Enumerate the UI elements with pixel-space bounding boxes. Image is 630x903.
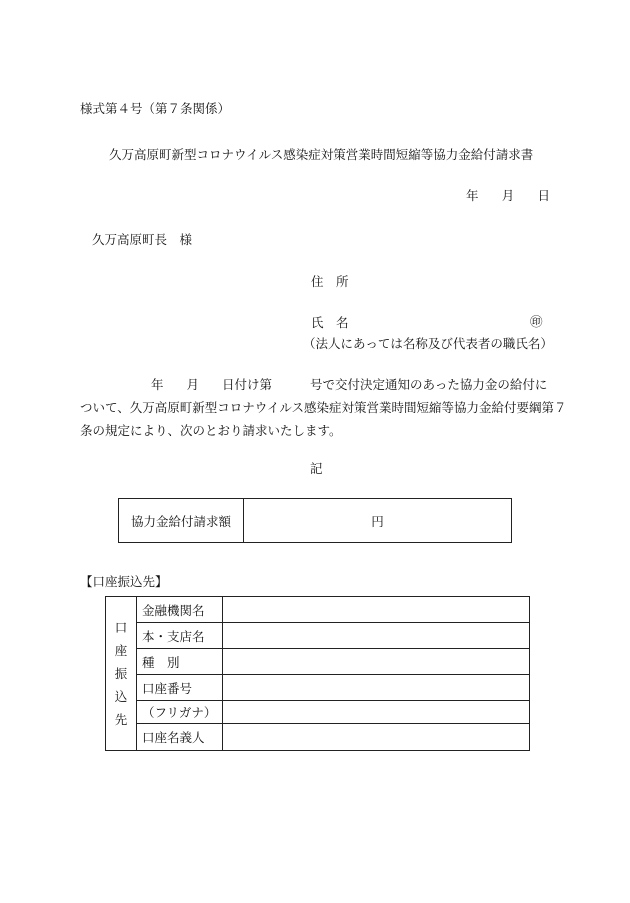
- bank-name-field[interactable]: [223, 597, 530, 623]
- table-row: [106, 701, 530, 724]
- form-title: 久万高原町新型コロナウイルス感染症対策営業時間短縮等協力金給付請求書: [109, 147, 534, 162]
- bank-side-char: 込: [114, 689, 128, 704]
- body-date-number: 日付け第: [222, 377, 273, 392]
- body-line-2: ついて、久万高原町新型コロナウイルス感染症対策営業時間短縮等協力金給付要綱第７: [80, 400, 567, 415]
- furigana-label: （フリガナ）: [137, 701, 223, 724]
- account-holder-label: 口座名義人: [137, 724, 223, 751]
- amount-unit: 円: [371, 513, 384, 529]
- date-line: [466, 186, 550, 204]
- body-month: 月: [186, 377, 200, 392]
- account-type-label: 種 別: [137, 649, 223, 675]
- bank-side-label: [106, 597, 137, 751]
- bank-side-char: 口: [114, 620, 128, 635]
- address-label: 住 所: [311, 274, 349, 289]
- table-row: [106, 724, 530, 751]
- account-type-field[interactable]: [223, 649, 530, 675]
- amount-value-cell[interactable]: [244, 499, 512, 543]
- seal-mark: ㊞: [530, 314, 543, 329]
- account-number-label: 口座番号: [137, 675, 223, 701]
- table-row: [106, 597, 530, 623]
- request-body: [80, 373, 567, 442]
- account-number-field[interactable]: [223, 675, 530, 701]
- body-line-1: [80, 373, 552, 396]
- name-label: 氏 名: [311, 315, 349, 330]
- bank-account-table: [105, 596, 530, 751]
- body-year: 年: [151, 377, 164, 392]
- bank-name-label: 金融機関名: [137, 597, 223, 623]
- form-number: 様式第４号（第７条関係）: [80, 101, 231, 116]
- amount-table: [118, 498, 512, 543]
- table-row: [106, 649, 530, 675]
- furigana-field[interactable]: [223, 701, 530, 724]
- account-holder-field[interactable]: [223, 724, 530, 751]
- bank-side-char: 先: [114, 712, 128, 727]
- body-line-3: 条の規定により、次のとおり請求いたします。: [80, 423, 342, 438]
- table-row: [106, 623, 530, 649]
- bank-side-char: 振: [114, 666, 128, 681]
- branch-name-label: 本・支店名: [137, 623, 223, 649]
- ki-heading: 記: [310, 461, 323, 476]
- date-day-label: 日: [537, 188, 550, 203]
- date-month-label: 月: [501, 188, 515, 203]
- body-line-1-rest: 号で交付決定通知のあった協力金の給付に: [310, 377, 548, 392]
- amount-label: 協力金給付請求額: [119, 499, 244, 543]
- bank-heading: 【口座振込先】: [80, 574, 168, 589]
- corporate-note: （法人にあっては名称及び代表者の職氏名）: [303, 336, 553, 351]
- table-row: [106, 675, 530, 701]
- date-year-label: 年: [466, 188, 479, 203]
- addressee: 久万高原町長 様: [92, 232, 193, 247]
- branch-name-field[interactable]: [223, 623, 530, 649]
- bank-side-char: 座: [114, 643, 128, 658]
